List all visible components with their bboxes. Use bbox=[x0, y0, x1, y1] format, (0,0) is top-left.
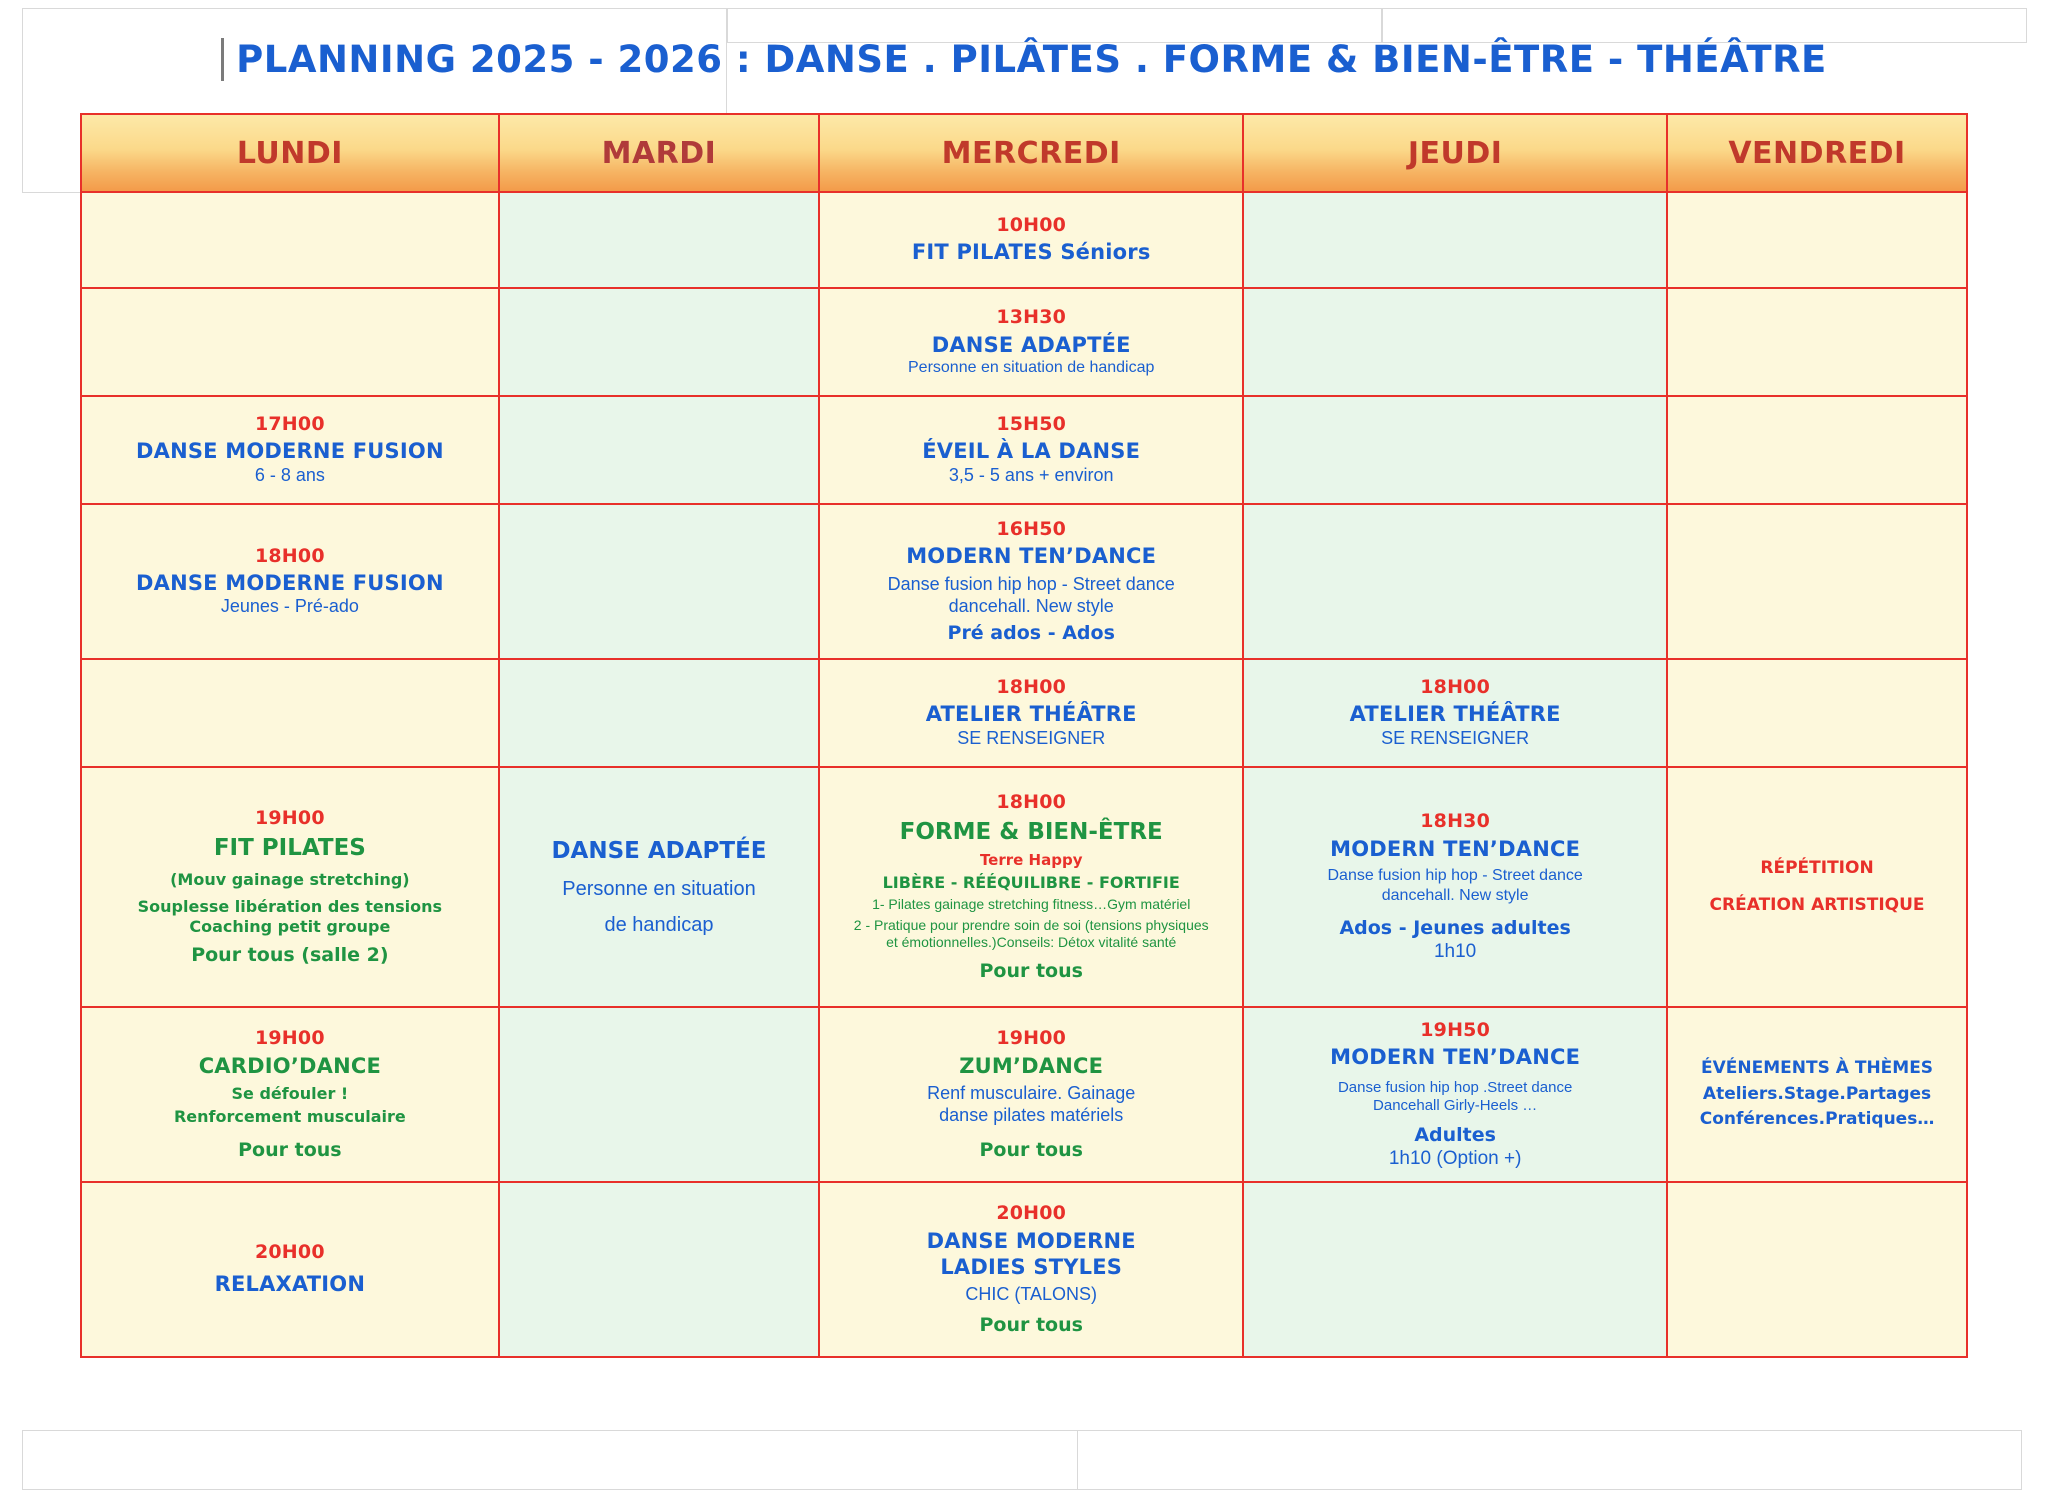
cell-lundi-3 bbox=[81, 396, 499, 504]
table-row bbox=[81, 1182, 1967, 1357]
class-name: FORME & BIEN-ÊTRE bbox=[899, 819, 1163, 846]
class-audience: Adultes bbox=[1414, 1123, 1496, 1146]
class-detail: Dancehall Girly-Heels … bbox=[1373, 1097, 1538, 1115]
cell-mercredi-3 bbox=[819, 396, 1243, 504]
class-name: FIT PILATES bbox=[213, 834, 366, 861]
class-name: DANSE MODERNE FUSION bbox=[135, 439, 444, 464]
cell-lundi-8 bbox=[81, 1182, 499, 1357]
class-audience: Pour tous bbox=[979, 1139, 1083, 1162]
class-name: MODERN TEN’DANCE bbox=[906, 544, 1157, 569]
class-audience: Pour tous bbox=[238, 1138, 342, 1161]
cell-lundi-7 bbox=[81, 1007, 499, 1182]
page-title: PLANNING 2025 - 2026 : DANSE . PILÂTES . FORME & BIEN-ÊTRE - THÉÂTRE bbox=[221, 38, 1827, 81]
class-brand: Terre Happy bbox=[979, 850, 1083, 869]
class-name: MODERN TEN’DANCE bbox=[1330, 836, 1581, 861]
column-header-mardi: MARDI bbox=[499, 114, 820, 192]
class-time: 17H00 bbox=[254, 413, 325, 436]
class-detail: 2 - Pratique pour prendre soin de soi (tensions physiques bbox=[853, 917, 1209, 934]
class-detail: Danse fusion hip hop - Street dance bbox=[887, 573, 1175, 594]
table-row bbox=[81, 504, 1967, 659]
class-name: ATELIER THÉÂTRE bbox=[925, 702, 1137, 727]
class-time: 18H00 bbox=[996, 791, 1067, 814]
class-name: DANSE MODERNE bbox=[926, 1228, 1136, 1253]
class-detail: Renf musculaire. Gainage bbox=[927, 1083, 1136, 1104]
class-time: 10H00 bbox=[996, 214, 1067, 237]
table-header-row bbox=[81, 114, 1967, 192]
cell-mardi-2 bbox=[499, 288, 820, 396]
class-name: ATELIER THÉÂTRE bbox=[1349, 702, 1561, 727]
cell-mardi-1 bbox=[499, 192, 820, 288]
class-detail: 6 - 8 ans bbox=[254, 464, 325, 485]
class-detail: et émotionnelles.)Conseils: Détox vitalité santé bbox=[886, 934, 1177, 951]
class-audience: Pour tous (salle 2) bbox=[191, 944, 389, 967]
class-time: 15H50 bbox=[996, 413, 1067, 436]
class-detail: SE RENSEIGNER bbox=[1381, 727, 1530, 748]
class-time: 18H00 bbox=[254, 544, 325, 567]
cell-vendredi-7 bbox=[1667, 1007, 1967, 1182]
class-detail: Coaching petit groupe bbox=[189, 916, 391, 936]
cell-mardi-4 bbox=[499, 504, 820, 659]
table-row bbox=[81, 288, 1967, 396]
event-line: RÉPÉTITION bbox=[1760, 857, 1874, 878]
cell-vendredi-6 bbox=[1667, 767, 1967, 1007]
cell-jeudi-8 bbox=[1243, 1182, 1667, 1357]
class-time: 18H00 bbox=[996, 676, 1067, 699]
table-row bbox=[81, 192, 1967, 288]
cell-lundi-2 bbox=[81, 288, 499, 396]
class-detail: dancehall. New style bbox=[1381, 886, 1529, 904]
cell-mardi-3 bbox=[499, 396, 820, 504]
cell-vendredi-2 bbox=[1667, 288, 1967, 396]
class-name-2: LADIES STYLES bbox=[940, 1254, 1123, 1279]
class-time: 18H30 bbox=[1420, 810, 1491, 833]
cell-vendredi-1 bbox=[1667, 192, 1967, 288]
table-row bbox=[81, 1007, 1967, 1182]
column-header-mercredi: MERCREDI bbox=[819, 114, 1243, 192]
class-time: 19H00 bbox=[254, 1027, 325, 1049]
column-header-vendredi: VENDREDI bbox=[1667, 114, 1967, 192]
cell-mardi-5 bbox=[499, 659, 820, 767]
column-header-jeudi: JEUDI bbox=[1243, 114, 1667, 192]
cell-mercredi-7 bbox=[819, 1007, 1243, 1182]
class-time: 13H30 bbox=[996, 306, 1067, 329]
event-line: ÉVÉNEMENTS À THÈMES bbox=[1701, 1058, 1934, 1079]
class-detail: Personne en situation de handicap bbox=[908, 359, 1155, 377]
class-detail: Jeunes - Pré-ado bbox=[220, 596, 359, 617]
cell-jeudi-5 bbox=[1243, 659, 1667, 767]
cell-jeudi-4 bbox=[1243, 504, 1667, 659]
cell-lundi-1 bbox=[81, 192, 499, 288]
cell-jeudi-6 bbox=[1243, 767, 1667, 1007]
cell-lundi-5 bbox=[81, 659, 499, 767]
class-detail: dancehall. New style bbox=[948, 595, 1114, 616]
class-time: 16H50 bbox=[996, 518, 1067, 541]
cell-lundi-6 bbox=[81, 767, 499, 1007]
table-row bbox=[81, 659, 1967, 767]
class-audience: Pré ados - Ados bbox=[947, 621, 1115, 644]
cell-lundi-4 bbox=[81, 504, 499, 659]
cell-jeudi-2 bbox=[1243, 288, 1667, 396]
class-audience: Pour tous bbox=[979, 959, 1083, 982]
cell-mercredi-2 bbox=[819, 288, 1243, 396]
class-name: FIT PILATES Séniors bbox=[911, 240, 1151, 265]
class-detail: CHIC (TALONS) bbox=[965, 1284, 1098, 1305]
class-time: 18H00 bbox=[1420, 676, 1491, 699]
column-header-lundi: LUNDI bbox=[81, 114, 499, 192]
class-name: DANSE ADAPTÉE bbox=[931, 332, 1131, 357]
class-detail: Personne en situation bbox=[562, 877, 756, 900]
class-detail: Souplesse libération des tensions bbox=[137, 897, 443, 917]
cell-jeudi-7 bbox=[1243, 1007, 1667, 1182]
cell-jeudi-3 bbox=[1243, 396, 1667, 504]
cell-vendredi-4 bbox=[1667, 504, 1967, 659]
class-name: CARDIO’DANCE bbox=[198, 1054, 382, 1079]
class-time: 19H00 bbox=[254, 806, 325, 829]
cell-mercredi-1 bbox=[819, 192, 1243, 288]
class-detail: Danse fusion hip hop .Street dance bbox=[1337, 1078, 1573, 1096]
guide-box-bottom bbox=[22, 1430, 2022, 1490]
cell-vendredi-5 bbox=[1667, 659, 1967, 767]
table-row bbox=[81, 767, 1967, 1007]
table-row bbox=[81, 396, 1967, 504]
class-detail: de handicap bbox=[604, 914, 714, 937]
cell-vendredi-8 bbox=[1667, 1182, 1967, 1357]
class-detail: (Mouv gainage stretching) bbox=[170, 869, 410, 889]
guide-divider bbox=[1077, 1430, 1078, 1490]
class-name: ÉVEIL À LA DANSE bbox=[922, 439, 1141, 464]
cell-mardi-8 bbox=[499, 1182, 820, 1357]
class-audience: Pour tous bbox=[979, 1314, 1083, 1337]
class-time: 20H00 bbox=[996, 1201, 1067, 1224]
event-line: Ateliers.Stage.Partages bbox=[1702, 1083, 1932, 1104]
class-name: MODERN TEN’DANCE bbox=[1330, 1045, 1581, 1070]
class-detail: 3,5 - 5 ans + environ bbox=[948, 464, 1114, 485]
class-detail: SE RENSEIGNER bbox=[957, 727, 1106, 748]
class-detail: LIBÈRE - RÉÉQUILIBRE - FORTIFIE bbox=[882, 872, 1180, 892]
class-detail: danse pilates matériels bbox=[939, 1105, 1124, 1126]
class-detail: Se défouler ! bbox=[231, 1083, 349, 1103]
class-name: DANSE ADAPTÉE bbox=[551, 837, 767, 864]
class-detail: 1- Pilates gainage stretching fitness…Gym matériel bbox=[872, 896, 1191, 913]
class-name: DANSE MODERNE FUSION bbox=[135, 570, 444, 595]
class-time: 19H50 bbox=[1420, 1019, 1491, 1042]
cell-jeudi-1 bbox=[1243, 192, 1667, 288]
cell-mercredi-8 bbox=[819, 1182, 1243, 1357]
class-time: 19H00 bbox=[996, 1026, 1067, 1049]
page-title-wrapper bbox=[0, 38, 2048, 81]
cell-mercredi-4 bbox=[819, 504, 1243, 659]
class-detail: Danse fusion hip hop - Street dance bbox=[1327, 867, 1583, 885]
event-line: Conférences.Pratiques… bbox=[1699, 1109, 1935, 1130]
cell-mardi-6 bbox=[499, 767, 820, 1007]
class-detail: Renforcement musculaire bbox=[173, 1107, 406, 1127]
planning-table bbox=[80, 113, 1968, 1358]
class-name: ZUM’DANCE bbox=[959, 1053, 1104, 1078]
cell-mercredi-5 bbox=[819, 659, 1243, 767]
class-audience: Ados - Jeunes adultes bbox=[1339, 917, 1571, 940]
cell-mardi-7 bbox=[499, 1007, 820, 1182]
event-line: CRÉATION ARTISTIQUE bbox=[1709, 895, 1925, 915]
class-time: 20H00 bbox=[254, 1241, 325, 1264]
class-name: RELAXATION bbox=[214, 1272, 366, 1297]
class-duration: 1h10 bbox=[1433, 941, 1477, 963]
class-duration: 1h10 (Option +) bbox=[1388, 1147, 1522, 1169]
cell-vendredi-3 bbox=[1667, 396, 1967, 504]
cell-mercredi-6 bbox=[819, 767, 1243, 1007]
